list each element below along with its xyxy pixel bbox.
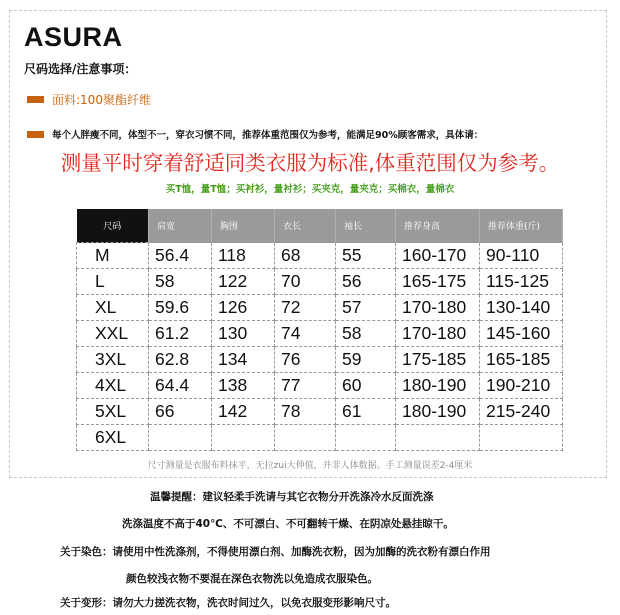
size-table (76, 209, 563, 451)
cell-size: 5XL (77, 399, 149, 425)
cell-size: 6XL (77, 425, 149, 451)
cell-size: L (77, 269, 149, 295)
cell-height (396, 425, 480, 451)
header-height: 推荐身高 (396, 209, 480, 243)
cell-sleeve: 59 (336, 347, 396, 373)
cell-length: 74 (275, 321, 336, 347)
table-row (77, 347, 563, 373)
cell-height: 165-175 (396, 269, 480, 295)
header-chest: 胸围 (212, 209, 275, 243)
cell-length: 70 (275, 269, 336, 295)
fit-note: 每个人胖瘦不同，体型不一，穿衣习惯不同，推荐体重范围仅为参考，能满足90%顾客需求，具体请： (52, 130, 484, 141)
measure-headline: 测量平时穿着舒适同类衣服为标准,体重范围仅为参考。 (60, 151, 560, 175)
fabric-info: 面料:100聚酯纤维 (52, 93, 151, 107)
header-weight: 推荐体重(斤) (480, 209, 563, 243)
cell-height: 160-170 (396, 243, 480, 269)
cell-chest: 134 (212, 347, 275, 373)
cell-size: 3XL (77, 347, 149, 373)
cell-length: 78 (275, 399, 336, 425)
header-sleeve: 袖长 (336, 209, 396, 243)
wash-reminder: 温馨提醒：建议轻柔手洗请与其它衣物分开洗涤冷水反面洗涤 (150, 491, 434, 503)
cell-size: XXL (77, 321, 149, 347)
cell-chest: 126 (212, 295, 275, 321)
cell-sleeve: 58 (336, 321, 396, 347)
cell-weight: 130-140 (480, 295, 563, 321)
cell-chest: 138 (212, 373, 275, 399)
cell-height: 170-180 (396, 321, 480, 347)
cell-chest (212, 425, 275, 451)
dye-note-cont: 颜色较浅衣物不要混在深色衣物洗以免造成衣服染色。 (126, 573, 378, 585)
section-title: 尺码选择/注意事项： (24, 62, 137, 76)
cell-shoulder: 56.4 (149, 243, 212, 269)
cell-sleeve (336, 425, 396, 451)
table-row (77, 295, 563, 321)
measure-tips: 买T恤，量T恤；买衬衫，量衬衫；买夹克，量夹克；买棉衣，量棉衣 (165, 184, 455, 195)
cell-sleeve: 55 (336, 243, 396, 269)
header-size: 尺码 (77, 209, 149, 243)
cell-size: XL (77, 295, 149, 321)
cell-length: 77 (275, 373, 336, 399)
cell-weight (480, 425, 563, 451)
brand-logo: ASURA (24, 22, 123, 52)
cell-size: M (77, 243, 149, 269)
cell-length: 76 (275, 347, 336, 373)
cell-shoulder: 61.2 (149, 321, 212, 347)
cell-length: 68 (275, 243, 336, 269)
cell-length (275, 425, 336, 451)
cell-sleeve: 60 (336, 373, 396, 399)
cell-height: 180-190 (396, 373, 480, 399)
header-shoulder: 肩宽 (149, 209, 212, 243)
bullet-marker (27, 96, 44, 103)
cell-shoulder: 66 (149, 399, 212, 425)
table-row (77, 321, 563, 347)
cell-chest: 130 (212, 321, 275, 347)
cell-shoulder (149, 425, 212, 451)
deform-note: 关于变形：请勿大力搓洗衣物，洗衣时间过久，以免衣服变形影响尺寸。 (60, 597, 396, 609)
cell-shoulder: 64.4 (149, 373, 212, 399)
cell-height: 180-190 (396, 399, 480, 425)
cell-length: 72 (275, 295, 336, 321)
cell-weight: 165-185 (480, 347, 563, 373)
cell-weight: 115-125 (480, 269, 563, 295)
table-row (77, 243, 563, 269)
cell-weight: 145-160 (480, 321, 563, 347)
cell-height: 175-185 (396, 347, 480, 373)
bullet-marker (27, 131, 44, 138)
table-row (77, 399, 563, 425)
table-row (77, 373, 563, 399)
cell-size: 4XL (77, 373, 149, 399)
table-row (77, 425, 563, 451)
cell-shoulder: 58 (149, 269, 212, 295)
cell-weight: 215-240 (480, 399, 563, 425)
wash-temperature: 洗涤温度不高于40℃、不可漂白、不可翻转干燥、在阴凉处悬挂晾干。 (122, 518, 454, 530)
measurement-footnote: 尺寸测量是衣服布料抹平，无拉zui大伸值，并非人体数据。手工测量误差2-4厘米 (147, 461, 473, 471)
cell-chest: 142 (212, 399, 275, 425)
cell-sleeve: 61 (336, 399, 396, 425)
dye-note: 关于染色：请使用中性洗涤剂，不得使用漂白剂、加酶洗衣粉，因为加酶的洗衣粉有漂白作用 (60, 546, 491, 558)
cell-sleeve: 57 (336, 295, 396, 321)
table-header-row (77, 209, 563, 243)
cell-chest: 122 (212, 269, 275, 295)
cell-height: 170-180 (396, 295, 480, 321)
header-length: 衣长 (275, 209, 336, 243)
table-row (77, 269, 563, 295)
cell-weight: 190-210 (480, 373, 563, 399)
cell-weight: 90-110 (480, 243, 563, 269)
cell-shoulder: 62.8 (149, 347, 212, 373)
cell-shoulder: 59.6 (149, 295, 212, 321)
cell-sleeve: 56 (336, 269, 396, 295)
cell-chest: 118 (212, 243, 275, 269)
